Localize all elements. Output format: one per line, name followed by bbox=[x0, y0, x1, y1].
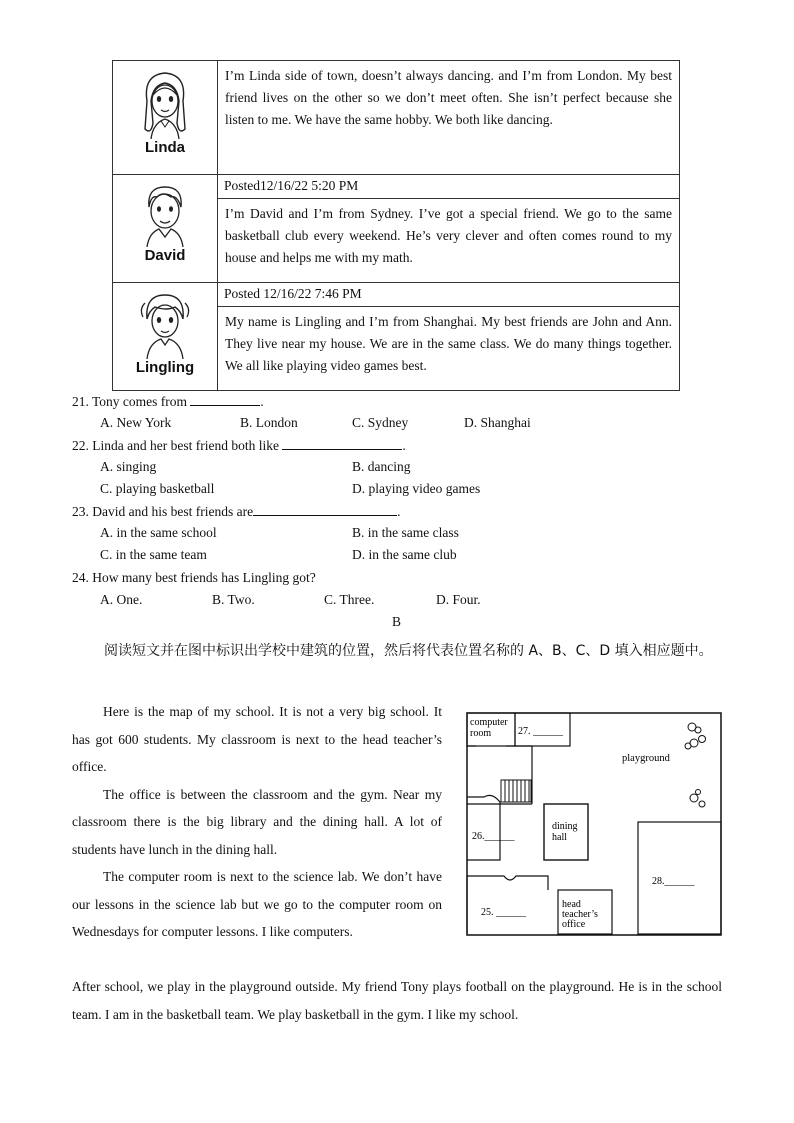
room-27-label: 27. ______ bbox=[518, 726, 563, 737]
room-25-area[interactable] bbox=[467, 876, 548, 934]
dining-hall-label-1: dining bbox=[552, 821, 578, 832]
playground-label: playground bbox=[622, 753, 670, 764]
dining-hall-label-2: hall bbox=[552, 832, 567, 843]
question-23 bbox=[72, 501, 400, 522]
passage-paragraph-3: The computer room is next to the science lab. We don’t have our lessons in the science lab but we go to the computer room on Wednesdays for computer lessons. I like computers. bbox=[72, 869, 442, 939]
q23-option-a[interactable]: A. in the same school bbox=[100, 525, 217, 540]
q24-option-c[interactable]: C. Three. bbox=[324, 592, 375, 607]
room-28-label: 28.______ bbox=[652, 876, 695, 887]
q22-option-a[interactable]: A. singing bbox=[100, 459, 157, 474]
question-21-end: . bbox=[260, 394, 264, 409]
linda-post-text: I’m Linda side of town, doesn’t always dancing. and I’m from London. My best friend lives on the other so we don’t meet often. She isn’t perfect because she listen to me. We have the same hobby. We both like dancing. bbox=[218, 61, 680, 175]
stairs-icon bbox=[501, 780, 531, 802]
passage-end: After school, we play in the playground outside. My friend Tony plays football on the playground. He is in the school team. I am in the basketball team. We play basketball in the gym. I like my school. bbox=[72, 979, 722, 1022]
q23-option-c[interactable]: C. in the same team bbox=[100, 547, 207, 562]
david-portrait-icon bbox=[133, 181, 197, 247]
linda-portrait-icon bbox=[133, 67, 197, 139]
posts-table bbox=[112, 60, 680, 391]
lingling-posted-time: Posted 12/16/22 7:46 PM bbox=[218, 283, 680, 307]
q23-option-d[interactable]: D. in the same club bbox=[352, 547, 457, 562]
lingling-cell bbox=[113, 283, 218, 391]
computer-room-label-2: room bbox=[470, 728, 492, 739]
linda-cell bbox=[113, 61, 218, 175]
question-23-stem: 23. David and his best friends are bbox=[72, 504, 254, 519]
david-name: David bbox=[144, 247, 186, 264]
david-post-text: I’m David and I’m from Sydney. I’ve got a special friend. We go to the same basketball club every weekend. He’s very clever and often comes round to my house and helps me with my math. bbox=[218, 199, 680, 283]
section-b-instruction: 阅读短文并在图中标识出学校中建筑的位置，然后将代表位置名称的 A、B、C、D 填入相应题中。 bbox=[104, 643, 713, 659]
question-22-stem: 22. Linda and her best friend both like bbox=[72, 438, 279, 453]
passage-paragraph-1: Here is the map of my school. It is not a very big school. It has got 600 students. My classroom is next to the head teacher’s office. bbox=[72, 704, 442, 774]
q21-option-c[interactable]: C. Sydney bbox=[352, 415, 409, 430]
q22-option-c[interactable]: C. playing basketball bbox=[100, 481, 215, 496]
room-25-label: 25. ______ bbox=[481, 907, 526, 918]
q21-option-b[interactable]: B. London bbox=[240, 415, 298, 430]
q23-option-b[interactable]: B. in the same class bbox=[352, 525, 459, 540]
school-map bbox=[466, 712, 722, 938]
q22-option-d[interactable]: D. playing video games bbox=[352, 481, 481, 496]
q21-option-d[interactable]: D. Shanghai bbox=[464, 415, 531, 430]
question-23-end: . bbox=[397, 504, 401, 519]
question-21 bbox=[72, 391, 264, 412]
q22-option-b[interactable]: B. dancing bbox=[352, 459, 411, 474]
q24-option-a[interactable]: A. One. bbox=[100, 592, 143, 607]
david-cell bbox=[113, 175, 218, 283]
answer-blank-23[interactable] bbox=[253, 501, 397, 516]
question-24: 24. How many best friends has Lingling got? bbox=[72, 570, 316, 585]
passage bbox=[72, 698, 442, 946]
q21-option-a[interactable]: A. New York bbox=[100, 415, 172, 430]
answer-blank-22[interactable] bbox=[282, 435, 402, 450]
q24-option-b[interactable]: B. Two. bbox=[212, 592, 255, 607]
head-office-label-1: head bbox=[562, 899, 581, 910]
lingling-portrait-icon bbox=[133, 289, 197, 359]
head-office-label-3: office bbox=[562, 919, 586, 930]
linda-name: Linda bbox=[145, 139, 185, 156]
lingling-name: Lingling bbox=[135, 359, 195, 376]
lingling-post-text: My name is Lingling and I’m from Shanghai. My best friends are John and Ann. They live near my house. We are in the same class. We do many things together. We all like playing video games best. bbox=[218, 307, 680, 391]
question-22 bbox=[72, 435, 406, 456]
computer-room-label-1: computer bbox=[470, 717, 508, 728]
head-office-label-2: teacher’s bbox=[562, 909, 598, 920]
section-letter: B bbox=[392, 614, 402, 629]
answer-blank-21[interactable] bbox=[190, 391, 260, 406]
q24-option-d[interactable]: D. Four. bbox=[436, 592, 481, 607]
passage-paragraph-2: The office is between the classroom and the gym. Near my classroom there is the big library and the dining hall. A lot of students have lunch in the dining hall. bbox=[72, 786, 442, 857]
question-21-stem: 21. Tony comes from bbox=[72, 394, 188, 409]
room-26-label: 26.______ bbox=[472, 831, 515, 842]
tree-icon bbox=[685, 723, 706, 807]
question-22-end: . bbox=[402, 438, 406, 453]
david-posted-time: Posted12/16/22 5:20 PM bbox=[218, 175, 680, 199]
